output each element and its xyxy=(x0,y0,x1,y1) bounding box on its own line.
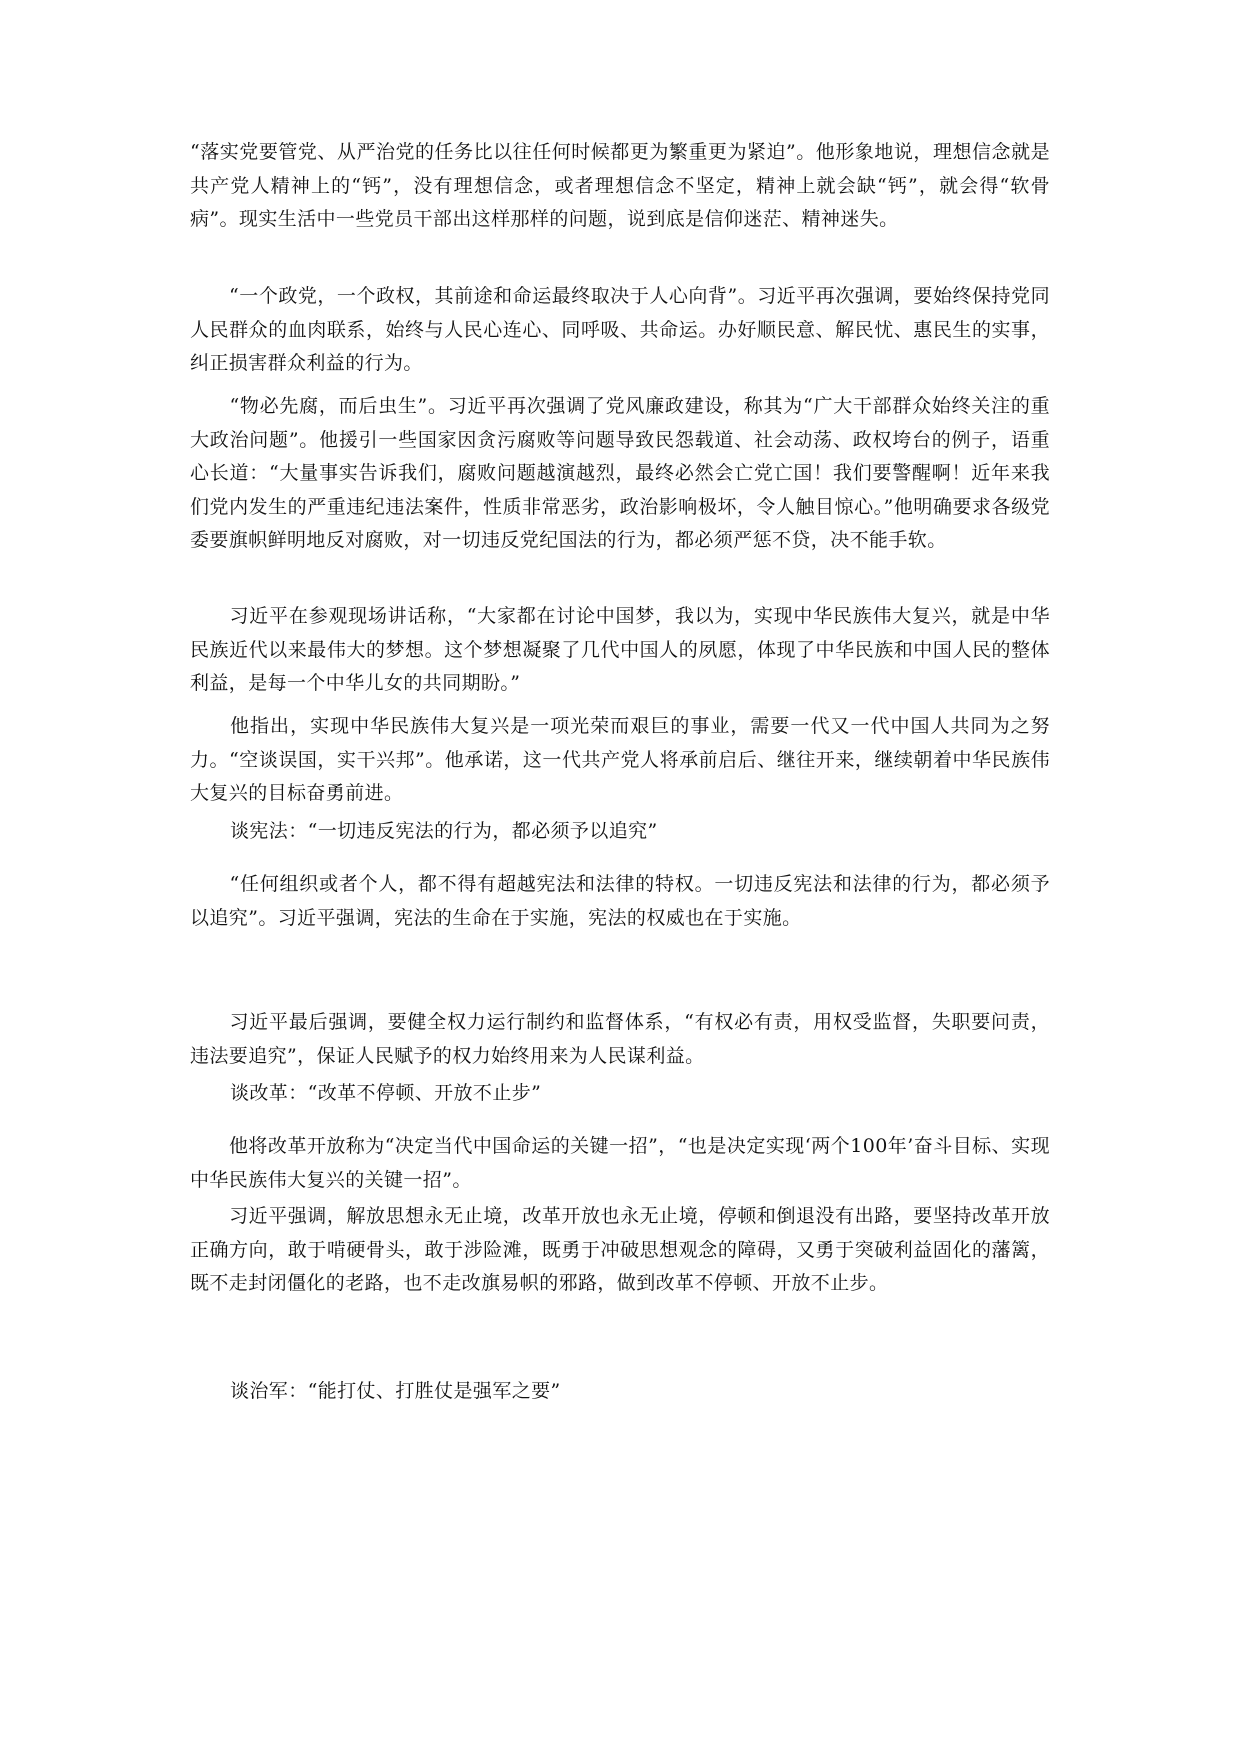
section-heading-constitution: 谈宪法：“一切违反宪法的行为，都必须予以追究” xyxy=(230,820,658,842)
paragraph-anti-corruption: “物必先腐，而后虫生”。习近平再次强调了党风廉政建设，称其为“广大干部群众始终关注的重大政治问题”。他援引一些国家因贪污腐败等问题导致民怨载道、社会动荡、政权垮台的例子，语重心长道：“大量事实告诉我们，腐败问题越演越烈，最终必然会亡党亡国！我们要警醒啊！近年来我们党内发生的严重违纪违法案件，性质非常恶劣，政治影响极坏，令人触目惊心。”他明确要求各级党委要旗帜鲜明地反对腐败，对一切违反党纪国法的行为，都必须严惩不贷，决不能手软。 xyxy=(190,395,1050,551)
paragraph-chinese-dream: 习近平在参观现场讲话称，“大家都在讨论中国梦，我以为，实现中华民族伟大复兴，就是中华民族近代以来最伟大的梦想。这个梦想凝聚了几代中国人的夙愿，体现了中华民族和中国人民的整体利益，是每一个中华儿女的共同期盼。” xyxy=(190,605,1050,694)
paragraph-party-discipline: “落实党要管党、从严治党的任务比以往任何时候都更为繁重更为紧迫”。他形象地说，理想信念就是共产党人精神上的“钙”，没有理想信念，或者理想信念不坚定，精神上就会缺“钙”，就会得“软骨病”。现实生活中一些党员干部出这样那样的问题，说到底是信仰迷茫、精神迷失。 xyxy=(190,141,1050,230)
paragraph-reform-key-move: 他将改革开放称为“决定当代中国命运的关键一招”，“也是决定实现‘两个100年’奋斗目标、实现中华民族伟大复兴的关键一招”。 xyxy=(190,1135,1050,1191)
paragraph-constitution: “任何组织或者个人，都不得有超越宪法和法律的特权。一切违反宪法和法律的行为，都必须予以追究”。习近平强调，宪法的生命在于实施，宪法的权威也在于实施。 xyxy=(190,873,1050,929)
paragraph-public-support: “一个政党，一个政权，其前途和命运最终取决于人心向背”。习近平再次强调，要始终保持党同人民群众的血肉联系，始终与人民心连心、同呼吸、共命运。办好顺民意、解民忧、惠民生的实事，纠正损害群众利益的行为。 xyxy=(190,285,1050,374)
paragraph-reform-continue: 习近平强调，解放思想永无止境，改革开放也永无止境，停顿和倒退没有出路，要坚持改革开放正确方向，敢于啃硬骨头，敢于涉险滩，既勇于冲破思想观念的障碍，又勇于突破利益固化的藩篱，既不走封闭僵化的老路，也不走改旗易帜的邪路，做到改革不停顿、开放不止步。 xyxy=(190,1205,1050,1294)
paragraph-power-supervision: 习近平最后强调，要健全权力运行制约和监督体系，“有权必有责，用权受监督，失职要问责，违法要追究”，保证人民赋予的权力始终用来为人民谋利益。 xyxy=(190,1011,1050,1067)
section-heading-reform: 谈改革：“改革不停顿、开放不止步” xyxy=(230,1082,542,1104)
section-heading-military: 谈治军：“能打仗、打胜仗是强军之要” xyxy=(230,1380,561,1402)
paragraph-national-rejuvenation: 他指出，实现中华民族伟大复兴是一项光荣而艰巨的事业，需要一代又一代中国人共同为之努力。“空谈误国，实干兴邦”。他承诺，这一代共产党人将承前启后、继往开来，继续朝着中华民族伟大复兴的目标奋勇前进。 xyxy=(190,715,1050,804)
